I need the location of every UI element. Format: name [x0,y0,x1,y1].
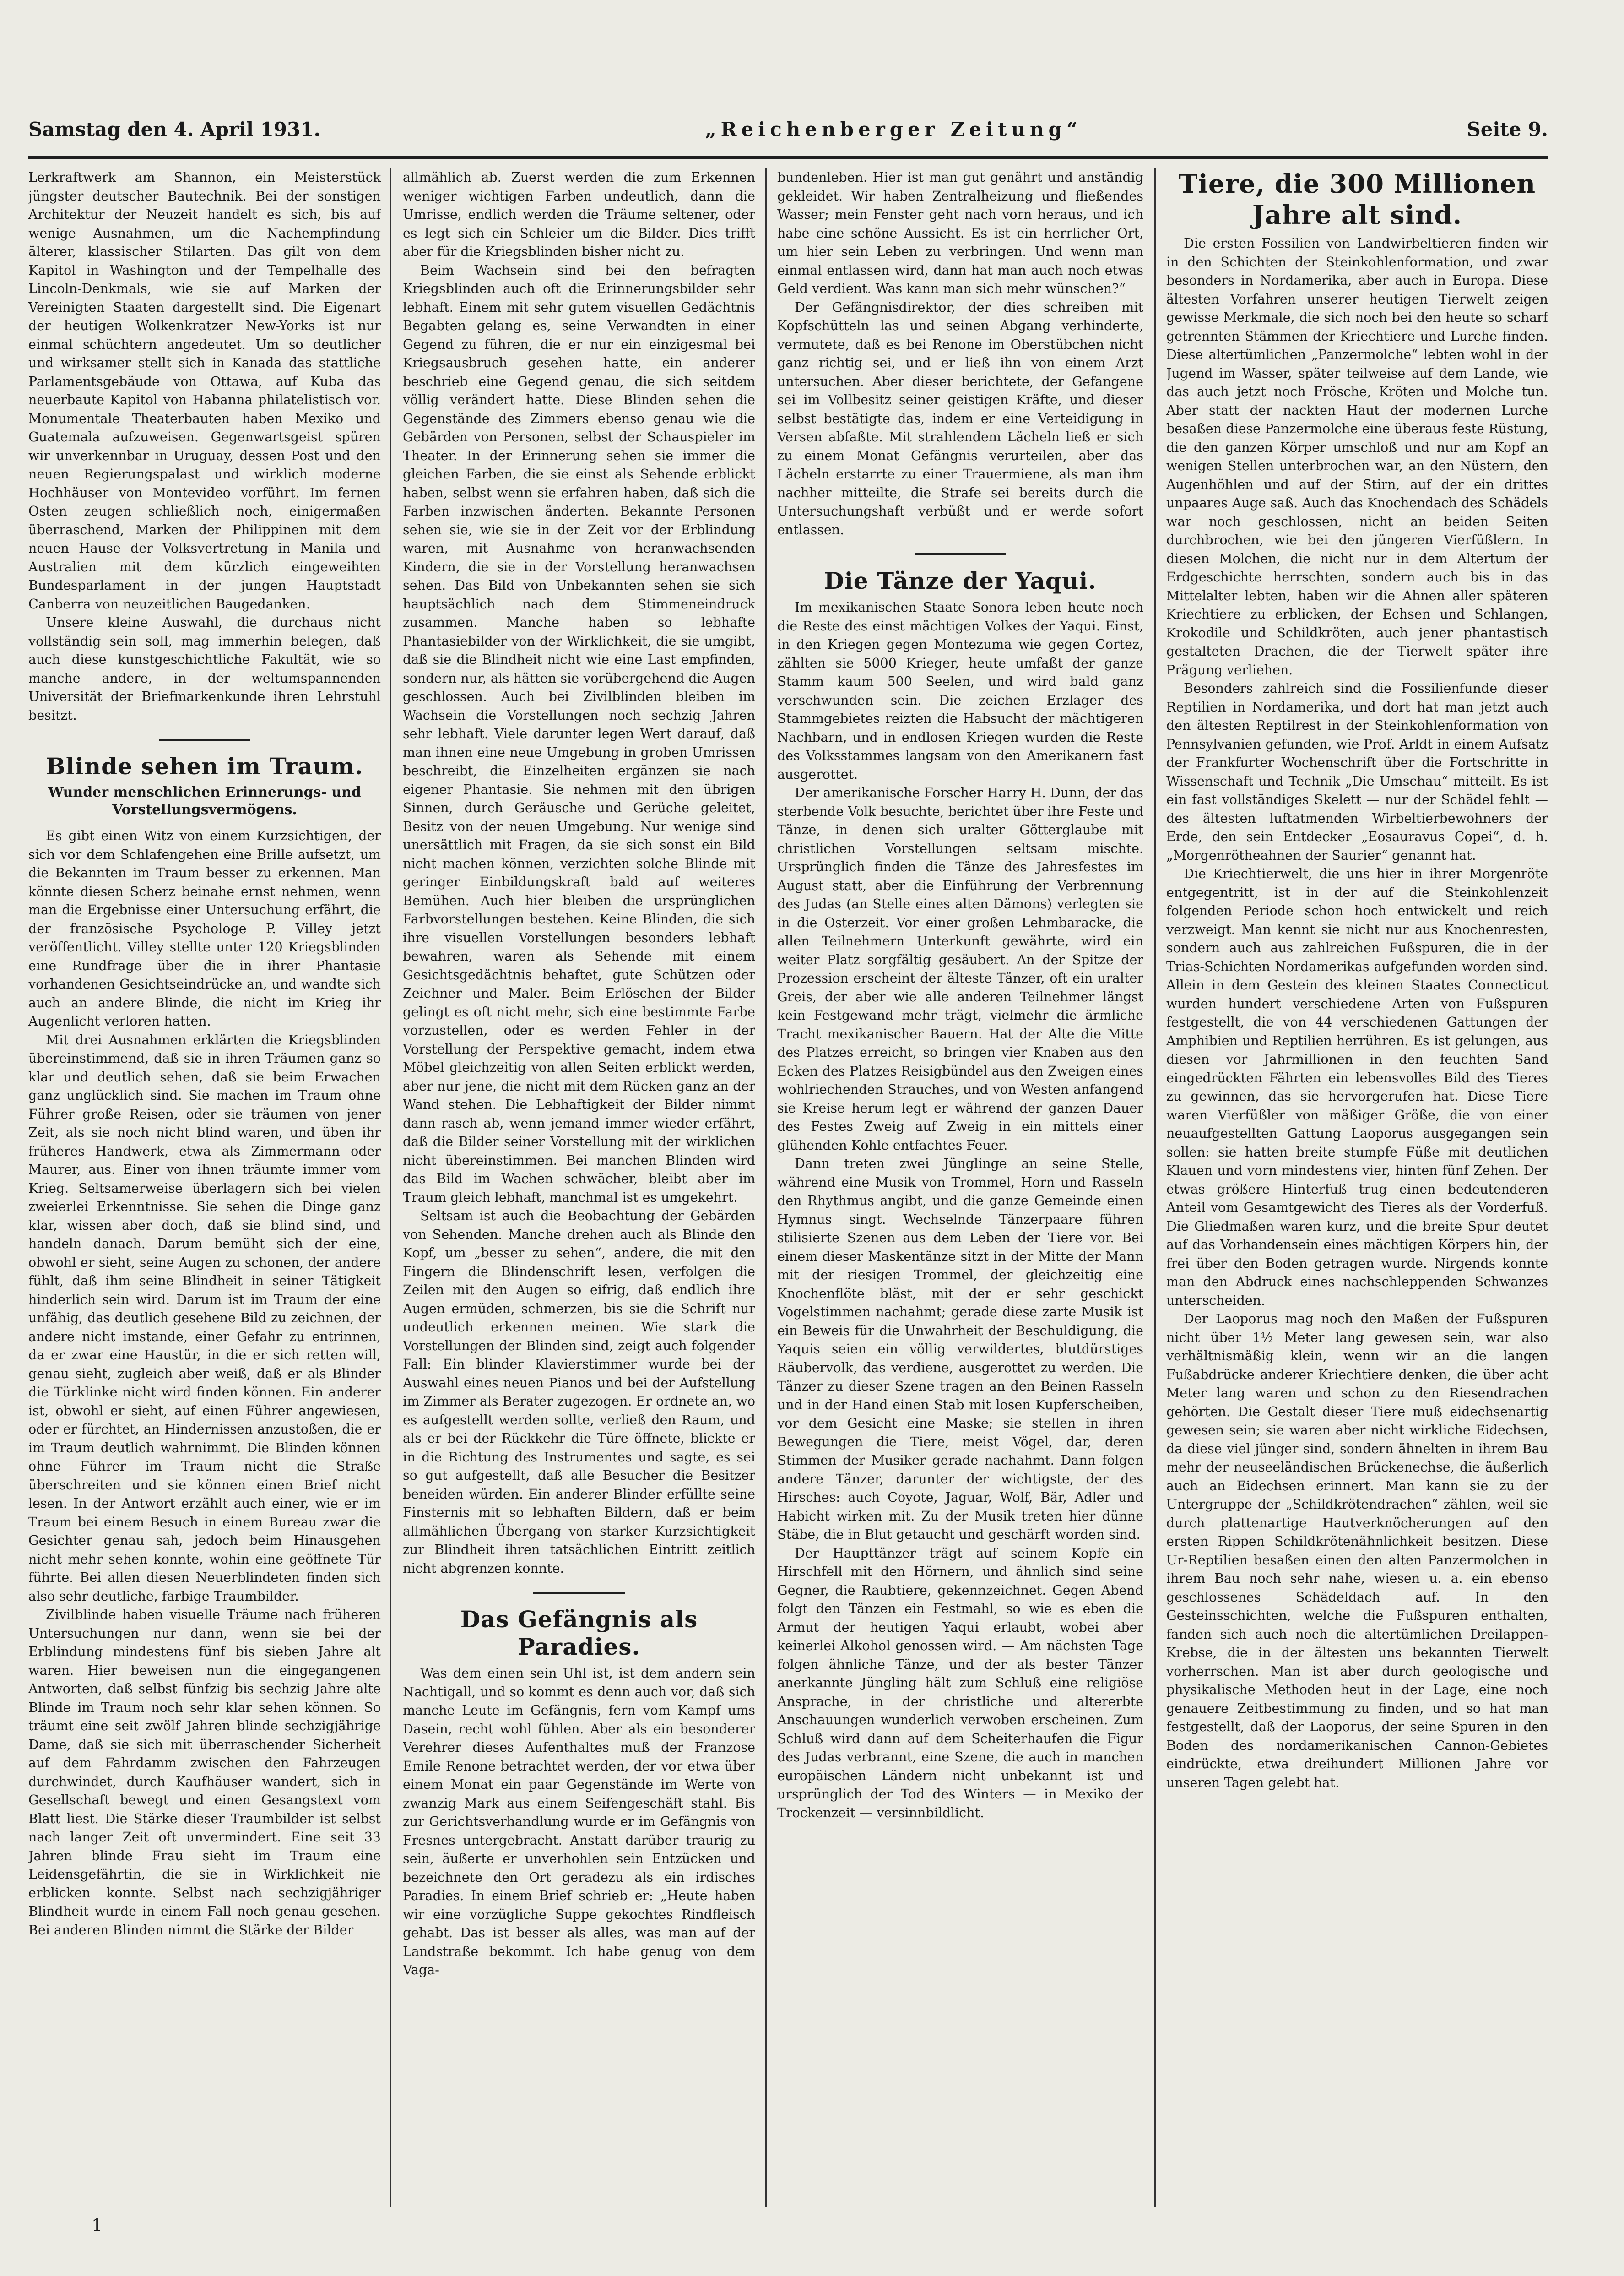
newspaper-title: „Reichenberger Zeitung“ [705,118,1082,141]
column-3 [777,168,1143,2207]
article-separator [159,739,250,741]
article-paragraph: Der Laoporus mag noch den Maßen der Fußspuren nicht über 1½ Meter lang gewesen sein, war also verhältnismäßig klein, wenn wir an die langen Fußabdrücke anderer Kriechtiere denken, die über acht Meter lang waren und schon zu den Riesendrachen gehörten. Die Gestalt dieser Tiere muß eidechsenartig gewesen sein; sie waren aber nicht wirkliche Eidechsen, da diese viel jünger sind, sondern ähnelten in ihrem Bau mehr der neuseeländischen Brückenechse, die äußerlich auch an Eidechsen erinnert. Man kann sie zu der Untergruppe der „Schildkrötendrachen“ zählen, weil sie durch plattenartige Hautverknöcherungen auf den ersten Rippen Schildkrötenähnlichkeit besitzen. Diese Ur-Reptilien besaßen einen den alten Panzermolchen in ihrem Bau noch sehr nahe, wiesen u. a. ein ebenso geschlossenes Schädeldach auf. In den Gesteinsschichten, welche die Fußspuren enthalten, fanden sich auch noch die altertümlichen Dreilappen-Krebse, die in der ältesten uns bekannten Tierwelt vorherrschen. Man ist aber durch geologische und physikalische Methoden heut in der Lage, eine noch genauere Zeitbestimmung zu finden, und so hat man festgestellt, daß der Laoporus, der seine Spuren in den Boden des nordamerikanischen Cannon-Gebietes eindrückte, etwa dreihundert Millionen Jahre vor unseren Tagen gelebt hat. [1166,1311,1548,1790]
article-paragraph: allmählich ab. Zuerst werden die zum Erkennen weniger wichtigen Farben undeutlich, dann die Umrisse, endlich werden die Träume seltener, oder es legt sich ein Schleier um die Bilder. Dies trifft aber für die Kriegsblinden bisher nicht zu. [403,170,755,259]
article-paragraph: Der Gefängnisdirektor, der dies schreiben mit Kopfschütteln las und seinen Abgang verhinderte, vermutete, daß es bei Renone im Oberstübchen nicht ganz richtig sei, und er ließ ihn von einem Arzt untersuchen. Aber dieser berichtete, der Gefangene sei im Vollbesitz seiner geistigen Kräfte, und dieser selbst bestätigte das, indem er eine Verteidigung in Versen abfaßte. Mit strahlendem Lächeln ließ er sich zu einem Monat Gefängnis verurteilen, aber das Lächeln erstarrte zu einer Trauermiene, als man ihm nachher mitteilte, die Strafe sei bereits durch die Untersuchungshaft verbüßt und er werde sofort entlassen. [777,299,1143,538]
article-paragraph: Dann treten zwei Jünglinge an seine Stelle, während eine Musik von Trommel, Horn und Rasseln den Rhythmus angibt, und die ganze Gemeinde einen Hymnus singt. Wechselnde Tänzerpaare führen stilisierte Szenen aus dem Leben der Tiere vor. Bei einem dieser Maskentänze sitzt in der Mitte der Mann mit der riesigen Trommel, der gleichzeitig eine Knochenflöte bläst, mit der er sehr geschickt Vogelstimmen nachahmt; gerade diese zarte Musik ist ein Beweis für die Unwahrheit der Beschuldigung, die Yaquis seien ein völlig verwildertes, blutdürstiges Räubervolk, das verdiene, ausgerottet zu werden. Die Tänzer zu dieser Szene tragen an den Beinen Rasseln und in der Hand einen Stab mit losen Kupferscheiben, vor dem Gesicht eine Maske; sie stellen in ihren Bewegungen die Tiere, meist Vögel, dar, deren Stimmen der Musiker gerade nachahmt. Dann folgen andere Tänzer, darunter der wichtigste, der des Hirsches: auch Coyote, Jaguar, Wolf, Bär, Adler und Habicht wirken mit. Zu der Musik treten hier dünne Stäbe, die in Blut getaucht und geschärft worden sind. [777,1156,1143,1542]
article-paragraph: Die ersten Fossilien von Landwirbeltieren finden wir in den Schichten der Steinkohlenformation, und zwar besonders in Nordamerika, aber auch in Europa. Diese ältesten Vorfahren unserer heutigen Tierwelt zeigen gewisse Merkmale, die sich noch bei den heute so scharf getrennten Stämmen der Kriechtiere und Lurche finden. Diese altertümlichen „Panzermolche“ lebten wohl in der Jugend im Wasser, später teilweise auf dem Lande, wie das auch jetzt noch Frösche, Kröten und Molche tun. Aber statt der nackten Haut der modernen Lurche besaßen diese Panzermolche eine überaus feste Rüstung, die den ganzen Körper umschloß und nur am Kopf an wenigen Stellen unterbrochen war, an den Nüstern, den Augenhöhlen und auf der Stirn, auf der ein drittes unpaares Auge saß. Auch das Knochendach des Schädels war noch geschlossen, nicht an beiden Seiten durchbrochen, wie bei den jüngeren Vierfüßlern. In diesen Molchen, die nicht nur in dem Altertum der Erdgeschichte herrschten, sondern auch bis in das Mittelalter lebten, haben wir die Ahnen aller späteren Kriechtiere zu erblicken, der Echsen und Schlangen, Krokodile und Schildkröten, auch jener phantastisch gestalteten Drachen, die der Tierwelt später ihre Prägung verliehen. [1166,236,1548,678]
headline-tiere: Tiere, die 300 Millionen Jahre alt sind. [1178,169,1536,230]
column-4 [1166,168,1548,2207]
page-number: Seite 9. [1467,118,1548,141]
article-paragraph: bundenleben. Hier ist man gut genährt und anständig gekleidet. Wir haben Zentralheizung und fließendes Wasser; mein Fenster geht nach vorn heraus, und ich habe eine schöne Aussicht. Es ist ein herrlicher Ort, um hier sein Leben zu verbringen. Und wenn man einmal entlassen wird, dann hat man auch noch etwas Geld verdient. Was kann man sich mehr wünschen?“ [777,170,1143,296]
page-header [28,118,1548,150]
article-paragraph: Lerkraftwerk am Shannon, ein Meisterstück jüngster deutscher Bautechnik. Bei der sonstigen Architektur der Neuzeit handelt es sich, bis auf wenige Ausnahmen, um die Nachempfindung älterer, klassischer Stilarten. Das gilt von dem Kapitol in Washington und der Tempelhalle des Lincoln-Denkmals, wie sie auf Marken der Vereinigten Staaten dargestellt sind. Die Eigenart der heutigen Wolkenkratzer New-Yorks ist nur einmal schüchtern angedeutet. Um so deutlicher und wirksamer stellt sich in Kanada das stattliche Parlamentsgebäude von Ottawa, auf Kuba das neuerbaute Kapitol von Habanna philatelistisch vor. Monumentale Theaterbauten haben Mexiko und Guatemala aufzuweisen. Gegenwartsgeist spüren wir unverkennbar in Uruguay, dessen Post und den neuen Regierungspalast und wirklich moderne Hochhäuser von Montevideo vorführt. Im fernen Osten zeugen schließlich noch, einigermaßen überraschend, Marken der Philippinen mit dem neuen Hause der Volksvertretung in Manila und Australien mit dem kürzlich eingeweihten Bundesparlament in der jungen Hauptstadt Canberra von neuzeitlichen Baugedanken. [28,170,381,612]
issue-date: Samstag den 4. April 1931. [28,118,321,141]
subheadline-blinde: Wunder menschlichen Erinnerungs- und Vorstellungsvermögens. [48,784,361,818]
article-paragraph: Es gibt einen Witz von einem Kurzsichtigen, der sich vor dem Schlafengehen eine Brille aufsetzt, um die Bekannten im Traum besser zu erkennen. Man könnte diesen Scherz beinahe ernst nehmen, wenn man die Ergebnisse einer Untersuchung erfährt, die der französische Psychologe P. Villey jetzt veröffentlicht. Villey stellte unter 120 Kriegsblinden eine Rundfrage über die in ihrer Phantasie vorhandenen Gesichtseindrücke an, und wandte sich auch an andere Blinde, die nicht im Krieg ihr Augenlicht verloren hatten. [28,828,381,1029]
article-paragraph: Besonders zahlreich sind die Fossilienfunde dieser Reptilien in Nordamerika, und dort hat man jetzt auch den ältesten Reptilrest in der Steinkohlenformation von Pennsylvanien gefunden, wie Prof. Arldt in einem Aufsatz der Frankfurter Wochenschrift über die Fortschritte in Wissenschaft und Technik „Die Umschau“ mitteilt. Es ist ein fast vollständiges Skelett — nur der Schädel fehlt — des ältesten luftatmenden Wirbeltierbewohners der Erde, den sein Entdecker „Eosauravus Copei“, d. h. „Morgenrötheahnen der Saurier“ genannt hat. [1166,681,1548,863]
article-paragraph: Was dem einen sein Uhl ist, ist dem andern sein Nachtigall, und so kommt es denn auch vor, daß sich manche Leute im Gefängnis, fern vom Kampf ums Dasein, recht wohl fühlen. Aber als ein besonderer Verehrer dieses Aufenthaltes muß der Franzose Emile Renone betrachtet werden, der vor etwa über einem Monat ein paar Gegenstände im Werte von zwanzig Mark aus einem Seifengeschäft stahl. Bis zur Gerichtsverhandlung wurde er im Gefängnis von Fresnes untergebracht. Anstatt darüber traurig zu sein, äußerte er unverhohlen sein Entzücken und bezeichnete den Ort geradezu als ein irdisches Paradies. In einem Brief schrieb er: „Heute haben wir eine vorzügliche Suppe gekochtes Rindfleisch gehabt. Das ist besser als alles, was man auf der Landstraße bekommt. Ich habe genug von dem Vaga- [403,1666,755,1977]
column-divider [1154,168,1156,2207]
column-1 [28,168,381,2207]
column-divider [390,168,391,2207]
article-paragraph: Die Kriechtierwelt, die uns hier in ihrer Morgenröte entgegentritt, ist in der auf die Steinkohlenzeit folgenden Periode schon hoch entwickelt und reich verzweigt. Man kennt sie nicht nur aus Knochenresten, sondern auch aus zahlreichen Fußspuren, die in der Trias-Schichten Nordamerikas aufgefunden worden sind. Allein in dem Gestein des kleinen Staates Connecticut wurden hundert verschiedene Arten von Fußspuren festgestellt, die von 44 verschiedenen Gattungen der Amphibien und Reptilien herrühren. Es ist gelungen, aus diesen vor Jahrmillionen in den feuchten Sand eingedrückten Fährten ein lebensvolles Bild des Tieres zu gewinnen, das sie hervorgerufen hat. Diese Tiere waren Vierfüßler von mäßiger Größe, die von einer neuaufgestellten Gattung Laoporus ausgegangen sein sollen: sie hatten breite stumpfe Füße mit deutlichen Klauen und vorn mindestens vier, hinten fünf Zehen. Der etwas größere Hinterfuß trug einen bedeutenderen Anteil vom Gesamtgewicht des Tieres als der Vorderfuß. Die Gliedmaßen waren kurz, und die breite Spur deutet auf das Vorhandensein eines mächtigen Körpers hin, der frei über den Boden getragen wurde. Nirgends konnte man den Abdruck eines nachschleppenden Schwanzes unterscheiden. [1166,866,1548,1308]
article-separator [915,553,1006,555]
headline-blinde: Blinde sehen im Traum. [46,753,363,780]
column-divider [765,168,767,2207]
headline-gefaengnis: Das Gefängnis als Paradies. [460,1606,698,1660]
footer-mark: 1 [92,2215,103,2235]
article-paragraph: Beim Wachsein sind bei den befragten Kriegsblinden auch oft die Erinnerungsbilder sehr lebhaft. Einem mit sehr gutem visuellen Gedächtnis Begabten gelang es, seine Verwandten in einer Gegend zu führen, die er nur ein einzigesmal bei Kriegsausbruch gesehen hatte, ein anderer beschrieb eine Gegend genau, die sich seitdem völlig verändert hatte. Diese Blinden sehen die Gegenstände des Zimmers ebenso genau wie die Gebärden von Personen, selbst der Schauspieler im Theater. In der Erinnerung sehen sie immer die gleichen Farben, die sie einst als Sehende erblickt haben, selbst wenn sie erfahren haben, daß sich die Farben inzwischen änderten. Bekannte Personen sehen sie, wie sie in der Zeit vor der Erblindung waren, mit Ausnahme von heranwachsenden Kindern, die sie in der Vorstellung heranwachsen sehen. Das Bild von Unbekannten sehen sie sich hauptsächlich nach dem Stimmeneindruck zusammen. Manche haben so lebhafte Phantasiebilder von der Wirklichkeit, die sie umgibt, daß sie die Blindheit nicht wie eine Last empfinden, sondern nur, als hätten sie vorübergehend die Augen geschlossen. Auch bei Zivilblinden bleiben im Wachsein die Vorstellungen noch sechzig Jahren sehr lebhaft. Viele darunter legen Wert darauf, daß man ihnen eine neue Umgebung in groben Umrissen beschreibt, die Einzelheiten ergänzen sie nach eigener Phantasie. Sie nehmen mit den übrigen Sinnen, durch Geräusche und Gerüche geleitet, Besitz von der neuen Umgebung. Nur wenige sind unersättlich mit Fragen, da sie sich sonst ein Bild nicht machen können, verzichten solche Blinde mit geringer Einbildungskraft bald auf weiteres Bemühen. Auch hier bleiben die ursprünglichen Farbvorstellungen bestehen. Keine Blinden, die sich ihre visuellen Vorstellungen besonders lebhaft bewahren, waren als Sehende mit einem Gesichtsgedächtnis behaftet, gute Schützen oder Zeichner und Maler. Beim Erlöschen der Bilder gelingt es oft nicht mehr, sich eine bestimmte Farbe vorzustellen, oder es werden Fehler in der Vorstellung der Perspektive gemacht, indem etwa Möbel gleichzeitig von allen Seiten erblickt werden, aber nur jene, die nicht mit dem Rücken ganz an der Wand stehen. Die Lebhaftigkeit der Bilder nimmt dann rasch ab, wenn jemand immer wieder erfährt, daß die Bilder seiner Vorstellung mit der wirklichen nicht übereinstimmen. Bei manchen Blinden wird das Bild im Wachen schwächer, bleibt aber im Traum gleich lebhaft, manchmal ist es umgekehrt. [403,262,755,1205]
header-rule [28,156,1548,159]
article-paragraph: Im mexikanischen Staate Sonora leben heute noch die Reste des einst mächtigen Volkes der Yaqui. Einst, in den Kriegen gegen Montezuma wie gegen Cortez, zählten sie 5000 Krieger, heute umfaßt der ganze Stamm kaum 500 Seelen, und wird bald ganz verschwunden sein. Die zeichen Erzlager des Stammgebietes reizten die Habsucht der mächtigeren Nachbarn, und in endlosen Kriegen wurden die Reste des Volksstammes langsam von den Amerikanern fast ausgerottet. [777,600,1143,782]
article-paragraph: Der Haupttänzer trägt auf seinem Kopfe ein Hirschfell mit den Hörnern, und ähnlich sind seine Gegner, die Raubtiere, gekennzeichnet. Gegen Abend folgt den Tänzen ein Festmahl, so wie es eben die Armut der heutigen Yaqui erlaubt, wobei aber keinerlei Alkohol genossen wird. — Am nächsten Tage folgen ähnliche Tänze, und der als bester Tänzer anerkannte Jüngling hält zum Schluß eine religiöse Ansprache, in der christliche und altererbte Anschauungen wunderlich verwoben erscheinen. Zum Schluß wird dann auf dem Scheiterhaufen die Figur des Judas verbrannt, eine Szene, die auch in manchen europäischen Ländern nicht unbekannt ist und ursprünglich der Tod des Winters — in Mexiko der Trockenzeit — versinnbildlicht. [777,1545,1143,1820]
article-paragraph: Seltsam ist auch die Beobachtung der Gebärden von Sehenden. Manche drehen auch als Blinde den Kopf, um „besser zu sehen“, andere, die mit den Fingern die Blindenschrift lesen, verfolgen die Zeilen mit den Augen so eifrig, daß endlich ihre Augen ermüden, schmerzen, bis sie die Schrift nur undeutlich erkennen meinen. Wie stark die Vorstellungen der Blinden sind, zeigt auch folgender Fall: Ein blinder Klavierstimmer wurde bei der Auswahl eines neuen Pianos und bei der Aufstellung im Zimmer als Berater zugezogen. Er ordnete an, wo es aufgestellt werden sollte, verließ den Raum, und als er bei der Rückkehr die Türe öffnete, blickte er in die Richtung des Instrumentes und sagte, es sei so gut aufgestellt, daß alle Besucher die Besitzer beneiden würden. Ein anderer Blinder erfüllte seine Finsternis mit so lebhaften Bildern, daß er beim allmählichen Übergang von starker Kurzsichtigkeit zur Blindheit ihren tatsächlichen Eintritt zeitlich nicht abgrenzen konnte. [403,1208,755,1576]
headline-yaqui: Die Tänze der Yaqui. [824,567,1097,594]
article-paragraph: Der amerikanische Forscher Harry H. Dunn, der das sterbende Volk besuchte, berichtet über ihre Feste und Tänze, in denen sich uralter Götterglaube mit christlichen Vorstellungen seltsam mischte. Ursprünglich finden die Tänze des Jahresfestes im August statt, aber die Einführung der Verbrennung des Judas (an Stelle eines alten Dämons) verlegten sie in die Osterzeit. Vor einer großen Lehmbaracke, die allen Teilnehmern Unterkunft gewährte, wird ein weiter Platz sorgfältig gesäubert. An der Spitze der Prozession erscheint der älteste Tänzer, oft ein uralter Greis, der aber wie alle anderen Teilnehmer längst kein Festgewand mehr trägt, vielmehr die ärmliche Tracht mexikanischer Bauern. Hat der Alte die Mitte des Platzes erreicht, so bringen vier Knaben aus den Ecken des Platzes Reisigbündel aus den Zweigen eines wohlriechenden Strauches, und von Westen anfangend sie Kreise herum legt er während der ganzen Dauer des Festes Zweig auf Zweig in ein mittels einer glühenden Kohle entfachtes Feuer. [777,785,1143,1153]
article-separator [533,1592,625,1594]
article-paragraph: Zivilblinde haben visuelle Träume nach früheren Untersuchungen nur dann, wenn sie bei der Erblindung mindestens fünf bis sieben Jahre alt waren. Hier beweisen nun die eingegangenen Antworten, daß selbst fünfzig bis sechzig Jahre alte Blinde im Traum noch sehr klar sehen können. So träumt eine seit zwölf Jahren blinde sechzigjährige Dame, daß sie sich mit überraschender Sicherheit auf dem Fahrdamm zwischen den Fahrzeugen durchwindet, durch Kaufhäuser wandert, sich in Gesellschaft bewegt und einen Gesangstext vom Blatt liest. Die Stärke dieser Traumbilder ist selbst nach langer Zeit oft unvermindert. Eine seit 33 Jahren blinde Frau sieht im Traum eine Leidensgefährtin, die sie in Wirklichkeit nie erblicken konnte. Selbst nach sechzigjähriger Blindheit wurde in einem Fall noch genau gesehen. Bei anderen Blinden nimmt die Stärke der Bilder [28,1607,381,1938]
column-2 [403,168,755,2207]
article-paragraph: Mit drei Ausnahmen erklärten die Kriegsblinden übereinstimmend, daß sie in ihren Träumen ganz so klar und deutlich sehen, daß sie beim Erwachen ganz unglücklich sind. Sie machen im Traum ohne Führer große Reisen, oder sie träumen von jener Zeit, als sie noch nicht blind waren, und üben ihr früheres Handwerk, etwa als Zimmermann oder Maurer, aus. Einer von ihnen träumte immer vom Krieg. Seltsamerweise überlagern sich bei vielen zweierlei Erkenntnisse. Sie sehen die Dinge ganz klar, wissen aber doch, daß sie blind sind, und handeln danach. Darum bemüht sich der eine, obwohl er sieht, seine Augen zu schonen, der andere fühlt, daß ihm seine Blindheit in seiner Tätigkeit hinderlich sein wird. Darum ist im Traum der eine unfähig, das deutlich gesehene Bild zu zeichnen, der andere nicht imstande, einer Gefahr zu entrinnen, da er zwar eine Haustür, in die er sich retten will, genau sieht, zugleich aber weiß, daß er als Blinder die Türklinke nicht wird finden können. Ein anderer ist, obwohl er sieht, auf einen Führer angewiesen, oder er fürchtet, an Hindernissen anzustoßen, die er im Traum deutlich wahrnimmt. Die Blinden können ohne Führer im Traum nicht die Straße überschreiten und sie können einen Brief nicht lesen. In der Antwort erzählt auch einer, wie er im Traum bei einem Besuch in einem Bureau zwar die Gesichter genau sah, jedoch beim Hinausgehen nicht mehr sehen konnte, wohin eine geöffnete Tür führte. Bei allen diesen Neuerblindeten finden sich also sehr deutliche, farbige Traumbilder. [28,1032,381,1604]
article-paragraph: Unsere kleine Auswahl, die durchaus nicht vollständig sein soll, mag immerhin belegen, daß auch diese kunstgeschichtliche Fakultät, wie so manche andere, in der weltumspannenden Universität der Briefmarkenkunde ihren Lehrstuhl besitzt. [28,615,381,723]
